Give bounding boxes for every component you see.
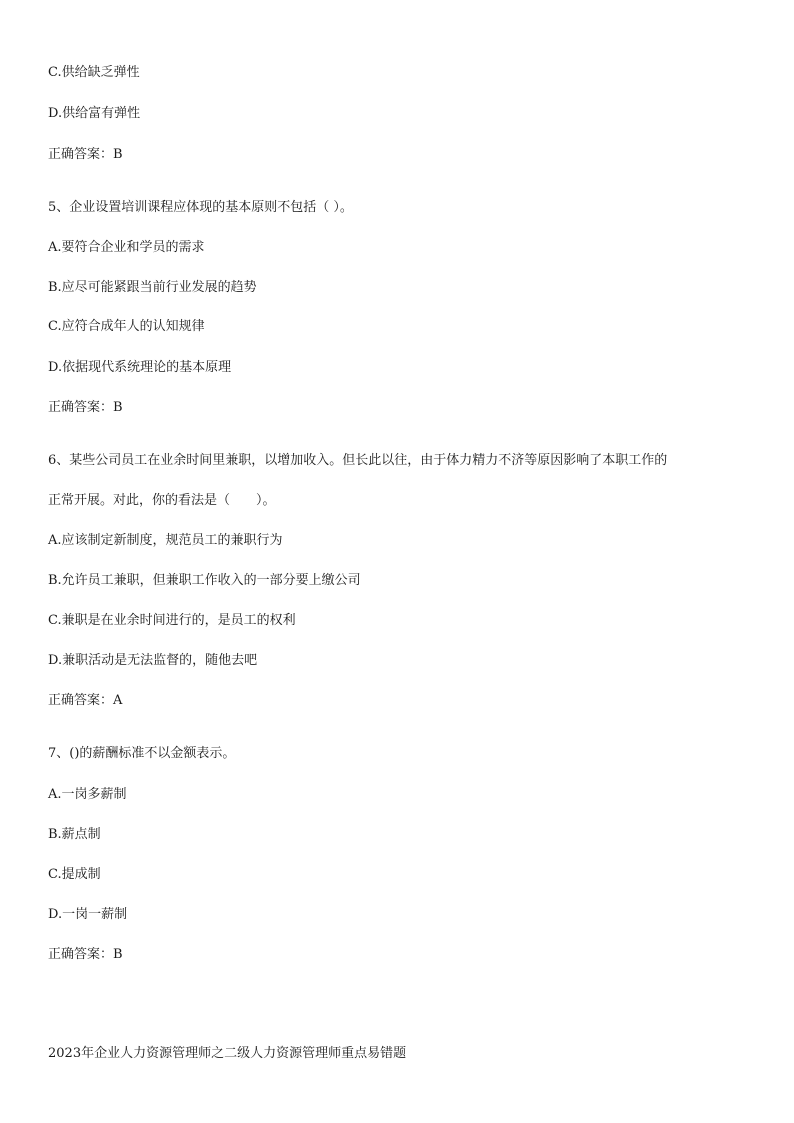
- q6-option-c: C.兼职是在业余时间进行的，是员工的权利: [48, 613, 296, 628]
- q5-option-b: B.应尽可能紧跟当前行业发展的趋势: [48, 280, 257, 295]
- q6-question-line2: 正常开展。对此，你的看法是（ ）。: [48, 493, 276, 508]
- footer-title: 2023年企业人力资源管理师之二级人力资源管理师重点易错题: [48, 1046, 407, 1061]
- q5-option-a: A.要符合企业和学员的需求: [48, 240, 205, 255]
- q4-option-c: C.供给缺乏弹性: [48, 65, 140, 80]
- q6-answer: 正确答案：A: [48, 693, 123, 708]
- q6-option-b: B.允许员工兼职，但兼职工作收入的一部分要上缴公司: [48, 573, 361, 588]
- q6-option-d: D.兼职活动是无法监督的，随他去吧: [48, 653, 258, 668]
- q5-question: 5、企业设置培训课程应体现的基本原则不包括（ ）。: [48, 200, 353, 215]
- q7-option-c: C.提成制: [48, 867, 101, 882]
- q4-option-d: D.供给富有弹性: [48, 106, 141, 121]
- q7-option-b: B.薪点制: [48, 827, 101, 842]
- q7-option-a: A.一岗多薪制: [48, 787, 127, 802]
- q7-answer: 正确答案：B: [48, 947, 123, 962]
- q6-option-a: A.应该制定新制度，规范员工的兼职行为: [48, 533, 283, 548]
- q5-option-c: C.应符合成年人的认知规律: [48, 319, 205, 334]
- q4-answer: 正确答案：B: [48, 147, 123, 162]
- q7-option-d: D.一岗一薪制: [48, 907, 128, 922]
- q7-question: 7、()的薪酬标准不以金额表示。: [48, 746, 236, 761]
- q6-question-line1: 6、某些公司员工在业余时间里兼职，以增加收入。但长此以往，由于体力精力不济等原因影响了本职工作的: [48, 453, 668, 468]
- q5-answer: 正确答案：B: [48, 400, 123, 415]
- q5-option-d: D.依据现代系统理论的基本原理: [48, 360, 232, 375]
